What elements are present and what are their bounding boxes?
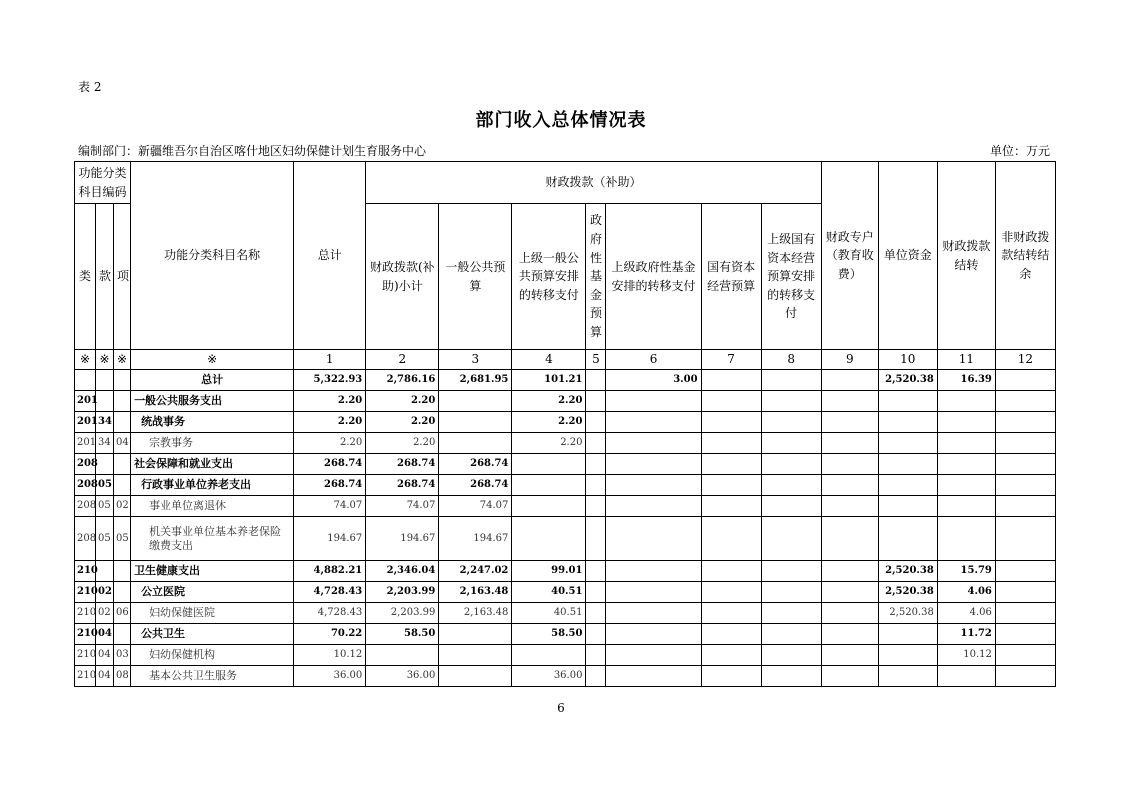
code-kuan-cell: 04 [96, 666, 114, 687]
amount-cell [878, 391, 937, 412]
code-xiang-cell [114, 582, 131, 603]
header-general-budget: 一般公共预算 [439, 204, 512, 350]
income-summary-table [74, 161, 1056, 687]
code-kuan-cell [96, 391, 114, 412]
column-index-cell: 10 [878, 350, 937, 370]
amount-cell [606, 561, 701, 582]
amount-cell: 4,728.43 [294, 603, 366, 624]
code-lei-cell: 210 [75, 582, 96, 603]
column-index-cell: ※ [96, 350, 114, 370]
amount-cell [606, 412, 701, 433]
amount-cell: 70.22 [294, 624, 366, 645]
column-index-cell: 2 [366, 350, 439, 370]
amount-cell: 2,346.04 [366, 561, 439, 582]
header-unit-funds: 单位资金 [878, 162, 937, 350]
amount-cell [586, 391, 606, 412]
code-kuan-cell: 04 [96, 624, 114, 645]
subject-name-cell: 行政事业单位养老支出 [131, 475, 294, 496]
amount-cell [701, 517, 761, 561]
amount-cell [937, 454, 995, 475]
amount-cell: 194.67 [439, 517, 512, 561]
amount-cell: 4.06 [937, 582, 995, 603]
column-index-cell: ※ [114, 350, 131, 370]
code-lei-cell: 210 [75, 603, 96, 624]
amount-cell [937, 391, 995, 412]
amount-cell: 194.67 [366, 517, 439, 561]
code-lei-cell: 201 [75, 433, 96, 454]
amount-cell [761, 391, 821, 412]
amount-cell [878, 454, 937, 475]
code-xiang-cell [114, 412, 131, 433]
amount-cell [821, 645, 878, 666]
code-kuan-cell: 34 [96, 433, 114, 454]
header-fiscal-subtotal: 财政拨款(补助)小计 [366, 204, 439, 350]
amount-cell [439, 666, 512, 687]
amount-cell: 99.01 [512, 561, 586, 582]
subject-name-cell: 公共卫生 [131, 624, 294, 645]
amount-cell [995, 645, 1055, 666]
code-xiang-cell: 08 [114, 666, 131, 687]
amount-cell: 2.20 [512, 391, 586, 412]
amount-cell: 268.74 [294, 475, 366, 496]
amount-cell [606, 454, 701, 475]
amount-cell: 15.79 [937, 561, 995, 582]
amount-cell [821, 370, 878, 391]
amount-cell [821, 496, 878, 517]
header-special-edu: 财政专户（教育收费） [821, 162, 878, 350]
amount-cell [701, 666, 761, 687]
amount-cell [878, 433, 937, 454]
table-row [75, 391, 1056, 412]
amount-cell [995, 624, 1055, 645]
amount-cell [761, 433, 821, 454]
header-func-code: 功能分类科目编码 [75, 162, 131, 204]
subject-name-cell: 宗教事务 [131, 433, 294, 454]
amount-cell: 36.00 [366, 666, 439, 687]
column-index-row [75, 350, 1056, 370]
amount-cell [512, 454, 586, 475]
amount-cell: 2,520.38 [878, 582, 937, 603]
amount-cell [937, 475, 995, 496]
amount-cell [586, 517, 606, 561]
code-xiang-cell: 05 [114, 517, 131, 561]
code-xiang-cell [114, 454, 131, 475]
amount-cell [995, 391, 1055, 412]
code-xiang-cell [114, 475, 131, 496]
header-xiang: 项 [114, 204, 131, 350]
amount-cell [701, 582, 761, 603]
subject-name-cell: 机关事业单位基本养老保险缴费支出 [131, 517, 294, 561]
table-body [75, 370, 1056, 687]
amount-cell [761, 412, 821, 433]
amount-cell [606, 603, 701, 624]
table-row [75, 433, 1056, 454]
amount-cell [995, 582, 1055, 603]
header-upper-general-transfer: 上级一般公共预算安排的转移支付 [512, 204, 586, 350]
amount-cell: 4.06 [937, 603, 995, 624]
column-index-cell: 1 [294, 350, 366, 370]
amount-cell: 2,786.16 [366, 370, 439, 391]
code-lei-cell: 210 [75, 666, 96, 687]
column-index-cell: 7 [701, 350, 761, 370]
table-row [75, 412, 1056, 433]
table-row [75, 454, 1056, 475]
amount-cell: 2,163.48 [439, 603, 512, 624]
amount-cell [761, 370, 821, 391]
amount-cell [995, 412, 1055, 433]
amount-cell [701, 645, 761, 666]
header-state-capital: 国有资本经营预算 [701, 204, 761, 350]
amount-cell [701, 603, 761, 624]
amount-cell [761, 475, 821, 496]
subject-name-cell: 卫生健康支出 [131, 561, 294, 582]
table-row [75, 645, 1056, 666]
department-line: 编制部门：新疆维吾尔自治区喀什地区妇幼保健计划生育服务中心 [78, 144, 427, 158]
amount-cell [821, 454, 878, 475]
table-label: 表 2 [78, 80, 102, 94]
amount-cell: 3.00 [606, 370, 701, 391]
header-name: 功能分类科目名称 [131, 162, 294, 350]
amount-cell [606, 645, 701, 666]
amount-cell: 2.20 [294, 433, 366, 454]
header-upper-capital-transfer: 上级国有资本经营预算安排的转移支付 [761, 204, 821, 350]
code-lei-cell: 210 [75, 645, 96, 666]
amount-cell [439, 624, 512, 645]
amount-cell [878, 475, 937, 496]
amount-cell: 2.20 [294, 391, 366, 412]
amount-cell [761, 624, 821, 645]
code-kuan-cell [96, 370, 114, 391]
code-xiang-cell [114, 561, 131, 582]
amount-cell [821, 517, 878, 561]
amount-cell [761, 582, 821, 603]
code-kuan-cell: 05 [96, 496, 114, 517]
amount-cell: 2.20 [512, 433, 586, 454]
amount-cell: 268.74 [439, 475, 512, 496]
amount-cell [512, 496, 586, 517]
amount-cell: 101.21 [512, 370, 586, 391]
amount-cell: 10.12 [294, 645, 366, 666]
code-xiang-cell: 03 [114, 645, 131, 666]
code-kuan-cell: 05 [96, 475, 114, 496]
amount-cell [586, 624, 606, 645]
amount-cell: 194.67 [294, 517, 366, 561]
header-fiscal-carry: 财政拨款结转 [937, 162, 995, 350]
code-lei-cell: 208 [75, 454, 96, 475]
code-kuan-cell: 05 [96, 517, 114, 561]
code-xiang-cell: 06 [114, 603, 131, 624]
amount-cell [995, 454, 1055, 475]
table-row [75, 666, 1056, 687]
table-row [75, 370, 1056, 391]
amount-cell [878, 517, 937, 561]
amount-cell [512, 645, 586, 666]
amount-cell [761, 454, 821, 475]
column-index-cell: 6 [606, 350, 701, 370]
amount-cell [701, 412, 761, 433]
amount-cell [586, 582, 606, 603]
amount-cell: 74.07 [366, 496, 439, 517]
amount-cell [995, 666, 1055, 687]
code-kuan-cell [96, 454, 114, 475]
header-fiscal-group: 财政拨款（补助） [366, 162, 821, 204]
header-kuan: 款 [96, 204, 114, 350]
code-lei-cell: 210 [75, 561, 96, 582]
amount-cell [821, 475, 878, 496]
column-index-cell: 5 [586, 350, 606, 370]
amount-cell [439, 391, 512, 412]
code-lei-cell [75, 370, 96, 391]
amount-cell [586, 561, 606, 582]
amount-cell: 2.20 [366, 433, 439, 454]
amount-cell: 4,728.43 [294, 582, 366, 603]
page-number: 6 [557, 701, 565, 715]
amount-cell: 2,520.38 [878, 561, 937, 582]
amount-cell [995, 603, 1055, 624]
amount-cell: 268.74 [439, 454, 512, 475]
amount-cell: 2.20 [294, 412, 366, 433]
amount-cell [878, 666, 937, 687]
amount-cell [701, 370, 761, 391]
header-upper-fund-transfer: 上级政府性基金安排的转移支付 [606, 204, 701, 350]
amount-cell [937, 666, 995, 687]
amount-cell [701, 624, 761, 645]
amount-cell [512, 475, 586, 496]
subject-name-cell: 社会保障和就业支出 [131, 454, 294, 475]
amount-cell [821, 582, 878, 603]
code-xiang-cell: 02 [114, 496, 131, 517]
amount-cell: 74.07 [439, 496, 512, 517]
amount-cell: 16.39 [937, 370, 995, 391]
amount-cell [586, 433, 606, 454]
amount-cell [586, 454, 606, 475]
amount-cell: 2,203.99 [366, 582, 439, 603]
amount-cell: 4,882.21 [294, 561, 366, 582]
amount-cell [701, 454, 761, 475]
code-xiang-cell [114, 391, 131, 412]
column-index-cell: ※ [131, 350, 294, 370]
amount-cell [761, 645, 821, 666]
amount-cell [586, 496, 606, 517]
column-index-cell: 12 [995, 350, 1055, 370]
amount-cell [606, 475, 701, 496]
amount-cell [586, 645, 606, 666]
column-index-cell: ※ [75, 350, 96, 370]
amount-cell [995, 370, 1055, 391]
amount-cell [606, 666, 701, 687]
subject-name-cell: 妇幼保健医院 [131, 603, 294, 624]
amount-cell [937, 496, 995, 517]
amount-cell [439, 412, 512, 433]
amount-cell [701, 496, 761, 517]
amount-cell: 2,203.99 [366, 603, 439, 624]
subject-name-cell: 总计 [131, 370, 294, 391]
column-index-cell: 4 [512, 350, 586, 370]
amount-cell: 2,163.48 [439, 582, 512, 603]
amount-cell [606, 517, 701, 561]
amount-cell [606, 433, 701, 454]
amount-cell [366, 645, 439, 666]
table-row [75, 624, 1056, 645]
amount-cell: 2.20 [512, 412, 586, 433]
amount-cell: 40.51 [512, 582, 586, 603]
amount-cell: 10.12 [937, 645, 995, 666]
column-index-cell: 11 [937, 350, 995, 370]
amount-cell: 36.00 [294, 666, 366, 687]
amount-cell [761, 603, 821, 624]
amount-cell [878, 624, 937, 645]
amount-cell [821, 624, 878, 645]
amount-cell [586, 666, 606, 687]
amount-cell [995, 475, 1055, 496]
amount-cell: 2,520.38 [878, 603, 937, 624]
amount-cell [995, 433, 1055, 454]
amount-cell: 268.74 [366, 475, 439, 496]
table-row [75, 582, 1056, 603]
amount-cell [761, 666, 821, 687]
page-title: 部门收入总体情况表 [475, 110, 647, 131]
amount-cell [606, 496, 701, 517]
amount-cell [821, 603, 878, 624]
amount-cell: 268.74 [366, 454, 439, 475]
header-total: 总计 [294, 162, 366, 350]
amount-cell [821, 433, 878, 454]
amount-cell [439, 645, 512, 666]
amount-cell [937, 433, 995, 454]
code-kuan-cell: 34 [96, 412, 114, 433]
column-index-cell: 3 [439, 350, 512, 370]
amount-cell: 2,247.02 [439, 561, 512, 582]
table-row [75, 475, 1056, 496]
amount-cell: 2,681.95 [439, 370, 512, 391]
code-kuan-cell: 02 [96, 603, 114, 624]
column-index-cell: 8 [761, 350, 821, 370]
subject-name-cell: 公立医院 [131, 582, 294, 603]
amount-cell [701, 475, 761, 496]
amount-cell: 58.50 [512, 624, 586, 645]
amount-cell [821, 391, 878, 412]
code-xiang-cell [114, 624, 131, 645]
amount-cell: 2,520.38 [878, 370, 937, 391]
code-xiang-cell: 04 [114, 433, 131, 454]
amount-cell [586, 603, 606, 624]
unit-label: 单位：万元 [989, 144, 1050, 158]
amount-cell [821, 561, 878, 582]
amount-cell: 36.00 [512, 666, 586, 687]
code-lei-cell: 208 [75, 475, 96, 496]
amount-cell: 74.07 [294, 496, 366, 517]
table-row [75, 603, 1056, 624]
amount-cell [701, 391, 761, 412]
table-row [75, 496, 1056, 517]
header-nonfiscal-carry: 非财政拨款结转结余 [995, 162, 1055, 350]
code-lei-cell: 208 [75, 496, 96, 517]
header-gov-fund: 政府性基金预算 [586, 204, 606, 350]
amount-cell [606, 624, 701, 645]
amount-cell [701, 433, 761, 454]
table-row [75, 517, 1056, 561]
code-lei-cell: 201 [75, 412, 96, 433]
amount-cell [606, 391, 701, 412]
amount-cell [586, 475, 606, 496]
amount-cell [995, 517, 1055, 561]
code-lei-cell: 208 [75, 517, 96, 561]
amount-cell [995, 561, 1055, 582]
code-kuan-cell: 02 [96, 582, 114, 603]
table-row [75, 561, 1056, 582]
subject-name-cell: 基本公共卫生服务 [131, 666, 294, 687]
amount-cell [761, 496, 821, 517]
header-lei: 类 [75, 204, 96, 350]
amount-cell [878, 412, 937, 433]
column-index-cell: 9 [821, 350, 878, 370]
amount-cell [878, 496, 937, 517]
code-lei-cell: 210 [75, 624, 96, 645]
amount-cell: 40.51 [512, 603, 586, 624]
amount-cell [439, 433, 512, 454]
amount-cell: 11.72 [937, 624, 995, 645]
code-kuan-cell: 04 [96, 645, 114, 666]
amount-cell [937, 517, 995, 561]
amount-cell [586, 370, 606, 391]
subject-name-cell: 一般公共服务支出 [131, 391, 294, 412]
amount-cell [878, 645, 937, 666]
amount-cell [701, 561, 761, 582]
subject-name-cell: 妇幼保健机构 [131, 645, 294, 666]
amount-cell: 2.20 [366, 412, 439, 433]
subject-name-cell: 事业单位离退休 [131, 496, 294, 517]
amount-cell [937, 412, 995, 433]
amount-cell: 5,322.93 [294, 370, 366, 391]
code-xiang-cell [114, 370, 131, 391]
amount-cell [821, 412, 878, 433]
amount-cell: 268.74 [294, 454, 366, 475]
amount-cell: 58.50 [366, 624, 439, 645]
amount-cell [821, 666, 878, 687]
amount-cell [586, 412, 606, 433]
subject-name-cell: 统战事务 [131, 412, 294, 433]
amount-cell [512, 517, 586, 561]
amount-cell: 2.20 [366, 391, 439, 412]
code-kuan-cell [96, 561, 114, 582]
amount-cell [995, 496, 1055, 517]
amount-cell [606, 582, 701, 603]
code-lei-cell: 201 [75, 391, 96, 412]
amount-cell [761, 517, 821, 561]
amount-cell [761, 561, 821, 582]
